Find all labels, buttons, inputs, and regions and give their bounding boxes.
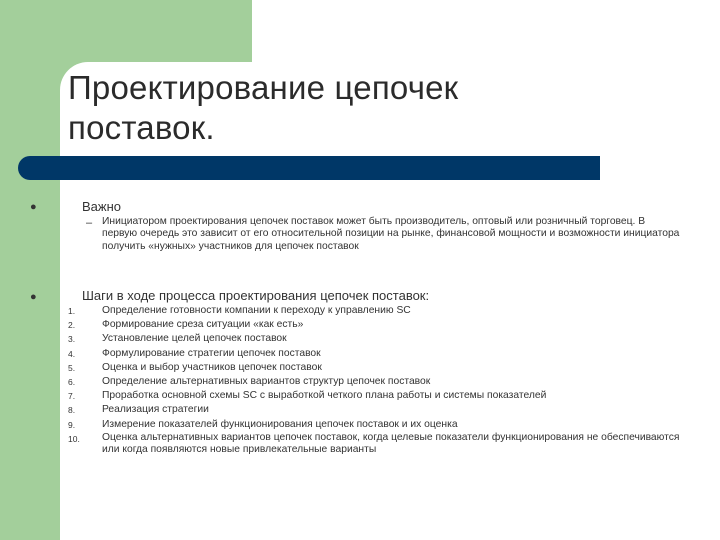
section-heading-important: Важно xyxy=(82,199,122,214)
slide-title-line-2: поставок. xyxy=(68,109,215,146)
step-item xyxy=(68,389,688,403)
step-number: 7. xyxy=(68,391,76,402)
step-number: 8. xyxy=(68,405,76,416)
step-text: Измерение показателей функционирования цепочек поставок и их оценка xyxy=(102,418,458,430)
bullet-icon: ● xyxy=(30,291,37,303)
title-underline-bar xyxy=(18,156,600,180)
step-item xyxy=(68,361,688,375)
step-text: Оценка альтернативных вариантов цепочек поставок, когда целевые показатели функционирования не обеспечиваются или когда появляются новые привлекательные варианты xyxy=(102,431,680,456)
step-item xyxy=(68,304,688,318)
step-number: 4. xyxy=(68,348,76,359)
step-text: Определение готовности компании к переходу к управлению SC xyxy=(102,305,411,316)
step-text: Формулирование стратегии цепочек поставок xyxy=(102,347,321,359)
section-paragraph: Инициатором проектирования цепочек поставок может быть производитель, оптовый или розничный торговец. В первую очередь это зависит от его относительной позиции на рынке, финансовой мощности и возможности инициатора получить «нужных» участников для цепочек поставок xyxy=(102,216,680,252)
step-item xyxy=(68,418,688,432)
step-text: Формирование среза ситуации «как есть» xyxy=(102,319,304,331)
steps-list xyxy=(68,304,688,457)
step-item xyxy=(68,318,688,332)
step-number: 9. xyxy=(68,419,76,430)
step-item xyxy=(68,347,688,361)
step-item xyxy=(68,332,688,346)
step-number: 5. xyxy=(68,362,76,373)
step-item xyxy=(68,375,688,389)
step-text: Оценка и выбор участников цепочек поставок xyxy=(102,361,322,373)
slide-title-line-1: Проектирование цепочек xyxy=(68,69,459,106)
section-heading-steps: Шаги в ходе процесса проектирования цепочек поставок: xyxy=(82,288,430,303)
step-item xyxy=(68,403,688,417)
step-text: Проработка основной схемы SC с выработкой четкого плана работы и системы показателей xyxy=(102,390,547,402)
step-text: Установление целей цепочек поставок xyxy=(102,333,287,345)
step-text: Реализация стратегии xyxy=(102,404,209,416)
step-text: Определение альтернативных вариантов структур цепочек поставок xyxy=(102,376,431,388)
green-accent-left xyxy=(0,0,60,540)
step-number: 3. xyxy=(68,334,76,345)
step-item xyxy=(68,432,688,457)
step-number: 2. xyxy=(68,320,76,331)
bullet-icon: ● xyxy=(30,201,37,213)
step-number: 1. xyxy=(68,306,76,316)
step-number: 6. xyxy=(68,377,76,388)
slide-title xyxy=(68,68,588,148)
dash-marker: – xyxy=(86,217,93,229)
step-number: 10. xyxy=(68,433,80,444)
